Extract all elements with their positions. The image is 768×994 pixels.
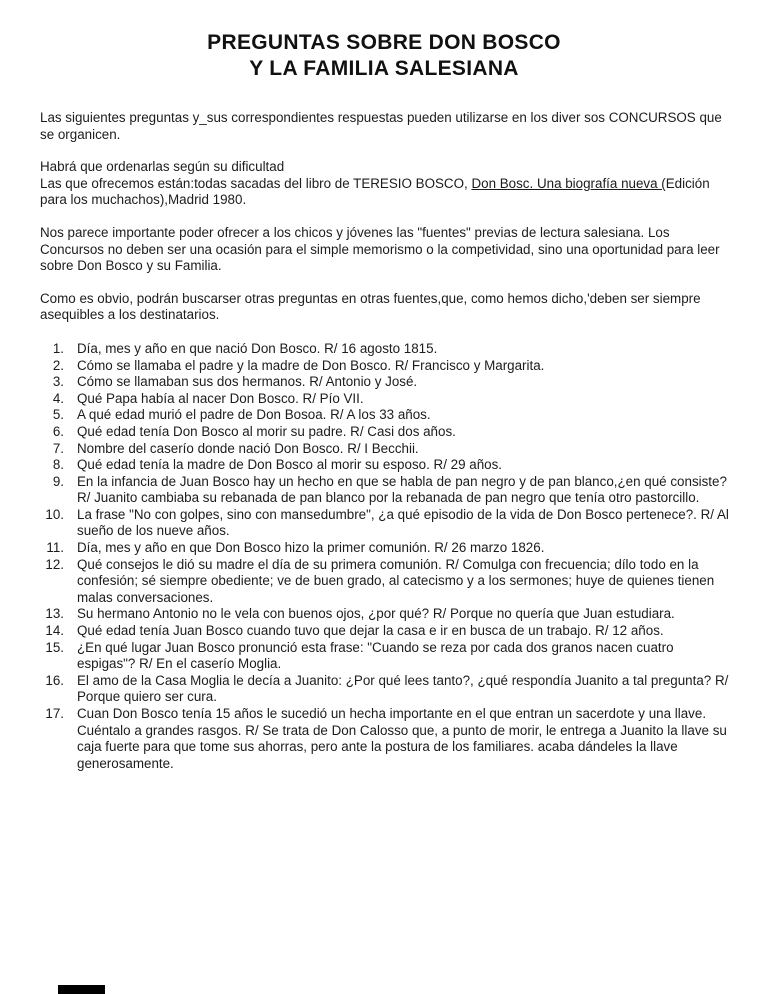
question-text: Qué consejos le dió su madre el día de su primera comunión. R/ Comulga con frecuencia; dílo todo en la confesión; sé siempre obediente; ve de buen grado, al catecismo y a los sermones; huye de quienes tienen malas conversaciones. — [77, 556, 715, 605]
question-text: Qué edad tenía Don Bosco al morir su padre. R/ Casi dos años. — [77, 423, 456, 439]
question-item — [40, 374, 730, 391]
question-number: 16. — [45, 672, 64, 688]
question-text: En la infancia de Juan Bosco hay un hecho en que se habla de pan negro y de pan blanco,¿en qué consiste? R/ Juanito cambiaba su rebanada de pan blanco por la rebanada de pan negro que tenía otro pastorcillo. — [77, 473, 727, 506]
question-item — [40, 474, 730, 507]
question-text: Qué edad tenía la madre de Don Bosco al morir su esposo. R/ 29 años. — [77, 457, 503, 473]
question-item — [40, 407, 730, 424]
scan-artifact-mark — [58, 985, 105, 994]
question-text: A qué edad murió el padre de Don Bosoa. R/ A los 33 años. — [77, 407, 431, 423]
document-title — [0, 0, 768, 82]
question-item — [40, 441, 730, 458]
intro-p2-text: Las que ofrecemos están:todas sacadas del libro de TERESIO BOSCO, — [40, 175, 472, 191]
intro-paragraph-4: Como es obvio, podrán buscarser otras preguntas en otras fuentes,que, como hemos dicho,'deben ser siempre asequibles a los destinatarios. — [40, 290, 701, 323]
question-number: 15. — [45, 639, 64, 655]
question-item — [40, 507, 730, 540]
book-title-underlined: Don Bosc. Una biografía nueva ( — [471, 175, 666, 191]
intro-paragraph-2 — [40, 159, 730, 209]
question-item — [40, 391, 730, 408]
question-number: 14. — [45, 623, 64, 639]
intro-paragraph-1: Las siguientes preguntas y_sus correspondientes respuestas pueden utilizarse en los diver sos CONCURSOS que se organicen. — [40, 110, 722, 142]
title-line-1: PREGUNTAS SOBRE DON BOSCO — [207, 31, 561, 54]
question-item — [40, 706, 730, 772]
question-number: 6. — [52, 423, 64, 439]
intro-p2-line-1: Habrá que ordenarlas según su dificultad — [40, 159, 285, 175]
question-text: Cuan Don Bosco tenía 15 años le sucedió un hecha importante en el que entran un sacerdote y una llave. Cuéntalo a grandes rasgos. R/ Se trata de Don Calosso que, a punto de morir, le entrega a Juanito la llave su caja fuerte para que tome sus ahorras, pero ante la postura de los familiares. acaba dándeles la llave generosamente. — [77, 706, 727, 771]
question-number: 5. — [52, 407, 64, 423]
intro-p2-text-end: Edición para los muchachos),Madrid 1980. — [40, 175, 710, 208]
question-text: ¿En qué lugar Juan Bosco pronunció esta frase: "Cuando se reza por cada dos granos nacen cuatro espigas"? R/ En el caserío Moglia. — [77, 639, 674, 672]
question-text: Su hermano Antonio no le vela con buenos ojos, ¿por qué? R/ Porque no quería que Juan estudiara. — [77, 606, 675, 622]
question-text: Qué Papa había al nacer Don Bosco. R/ Pío VII. — [77, 390, 364, 406]
question-number: 1. — [52, 340, 64, 356]
question-text: Día, mes y año en que nació Don Bosco. R/ 16 agosto 1815. — [77, 340, 438, 356]
intro-paragraph-3: Nos parece importante poder ofrecer a los chicos y jóvenes las "fuentes" previas de lectura salesiana. Los Concursos no deben ser una ocasión para el simple memorismo o la competividad, sino una oportunidad para leer sobre Don Bosco y su Familia. — [40, 224, 720, 274]
question-text: Cómo se llamaba el padre y la madre de Don Bosco. R/ Francisco y Margarita. — [77, 357, 545, 373]
question-number: 12. — [45, 556, 64, 572]
question-number: 9. — [52, 473, 64, 489]
question-item — [40, 640, 730, 673]
questions-list — [40, 341, 730, 772]
question-text: Nombre del caserío donde nació Don Bosco. R/ I Becchii. — [77, 440, 419, 456]
document-body — [0, 82, 768, 772]
question-number: 17. — [45, 706, 64, 721]
question-text: El amo de la Casa Moglia le decía a Juanito: ¿Por qué lees tanto?, ¿qué respondía Juanito a tal pregunta? R/ Porque quiero ser cura. — [77, 672, 729, 705]
question-number: 7. — [52, 440, 64, 456]
question-item — [40, 341, 730, 358]
question-number: 2. — [52, 357, 64, 373]
title-line-2: Y LA FAMILIA SALESIANA — [249, 57, 519, 80]
question-item — [40, 606, 730, 623]
question-number: 13. — [45, 606, 64, 622]
question-item — [40, 623, 730, 640]
question-item — [40, 457, 730, 474]
question-text: Cómo se llamaban sus dos hermanos. R/ Antonio y José. — [77, 374, 418, 390]
question-number: 11. — [46, 540, 64, 556]
question-item — [40, 358, 730, 375]
question-number: 10. — [45, 506, 64, 522]
question-text: Qué edad tenía Juan Bosco cuando tuvo que dejar la casa e ir en busca de un trabajo. R/ 12 años. — [77, 623, 664, 639]
question-item — [40, 673, 730, 706]
question-item — [40, 540, 730, 557]
question-number: 3. — [52, 374, 64, 390]
question-item — [40, 557, 730, 607]
question-text: La frase "No con golpes, sino con mansedumbre", ¿a qué episodio de la vida de Don Bosco pertenece?. R/ Al sueño de los nueve años. — [77, 506, 729, 539]
question-number: 4. — [52, 390, 64, 406]
question-text: Día, mes y año en que Don Bosco hizo la primer comunión. R/ 26 marzo 1826. — [77, 540, 545, 556]
question-item — [40, 424, 730, 441]
question-number: 8. — [52, 457, 64, 473]
